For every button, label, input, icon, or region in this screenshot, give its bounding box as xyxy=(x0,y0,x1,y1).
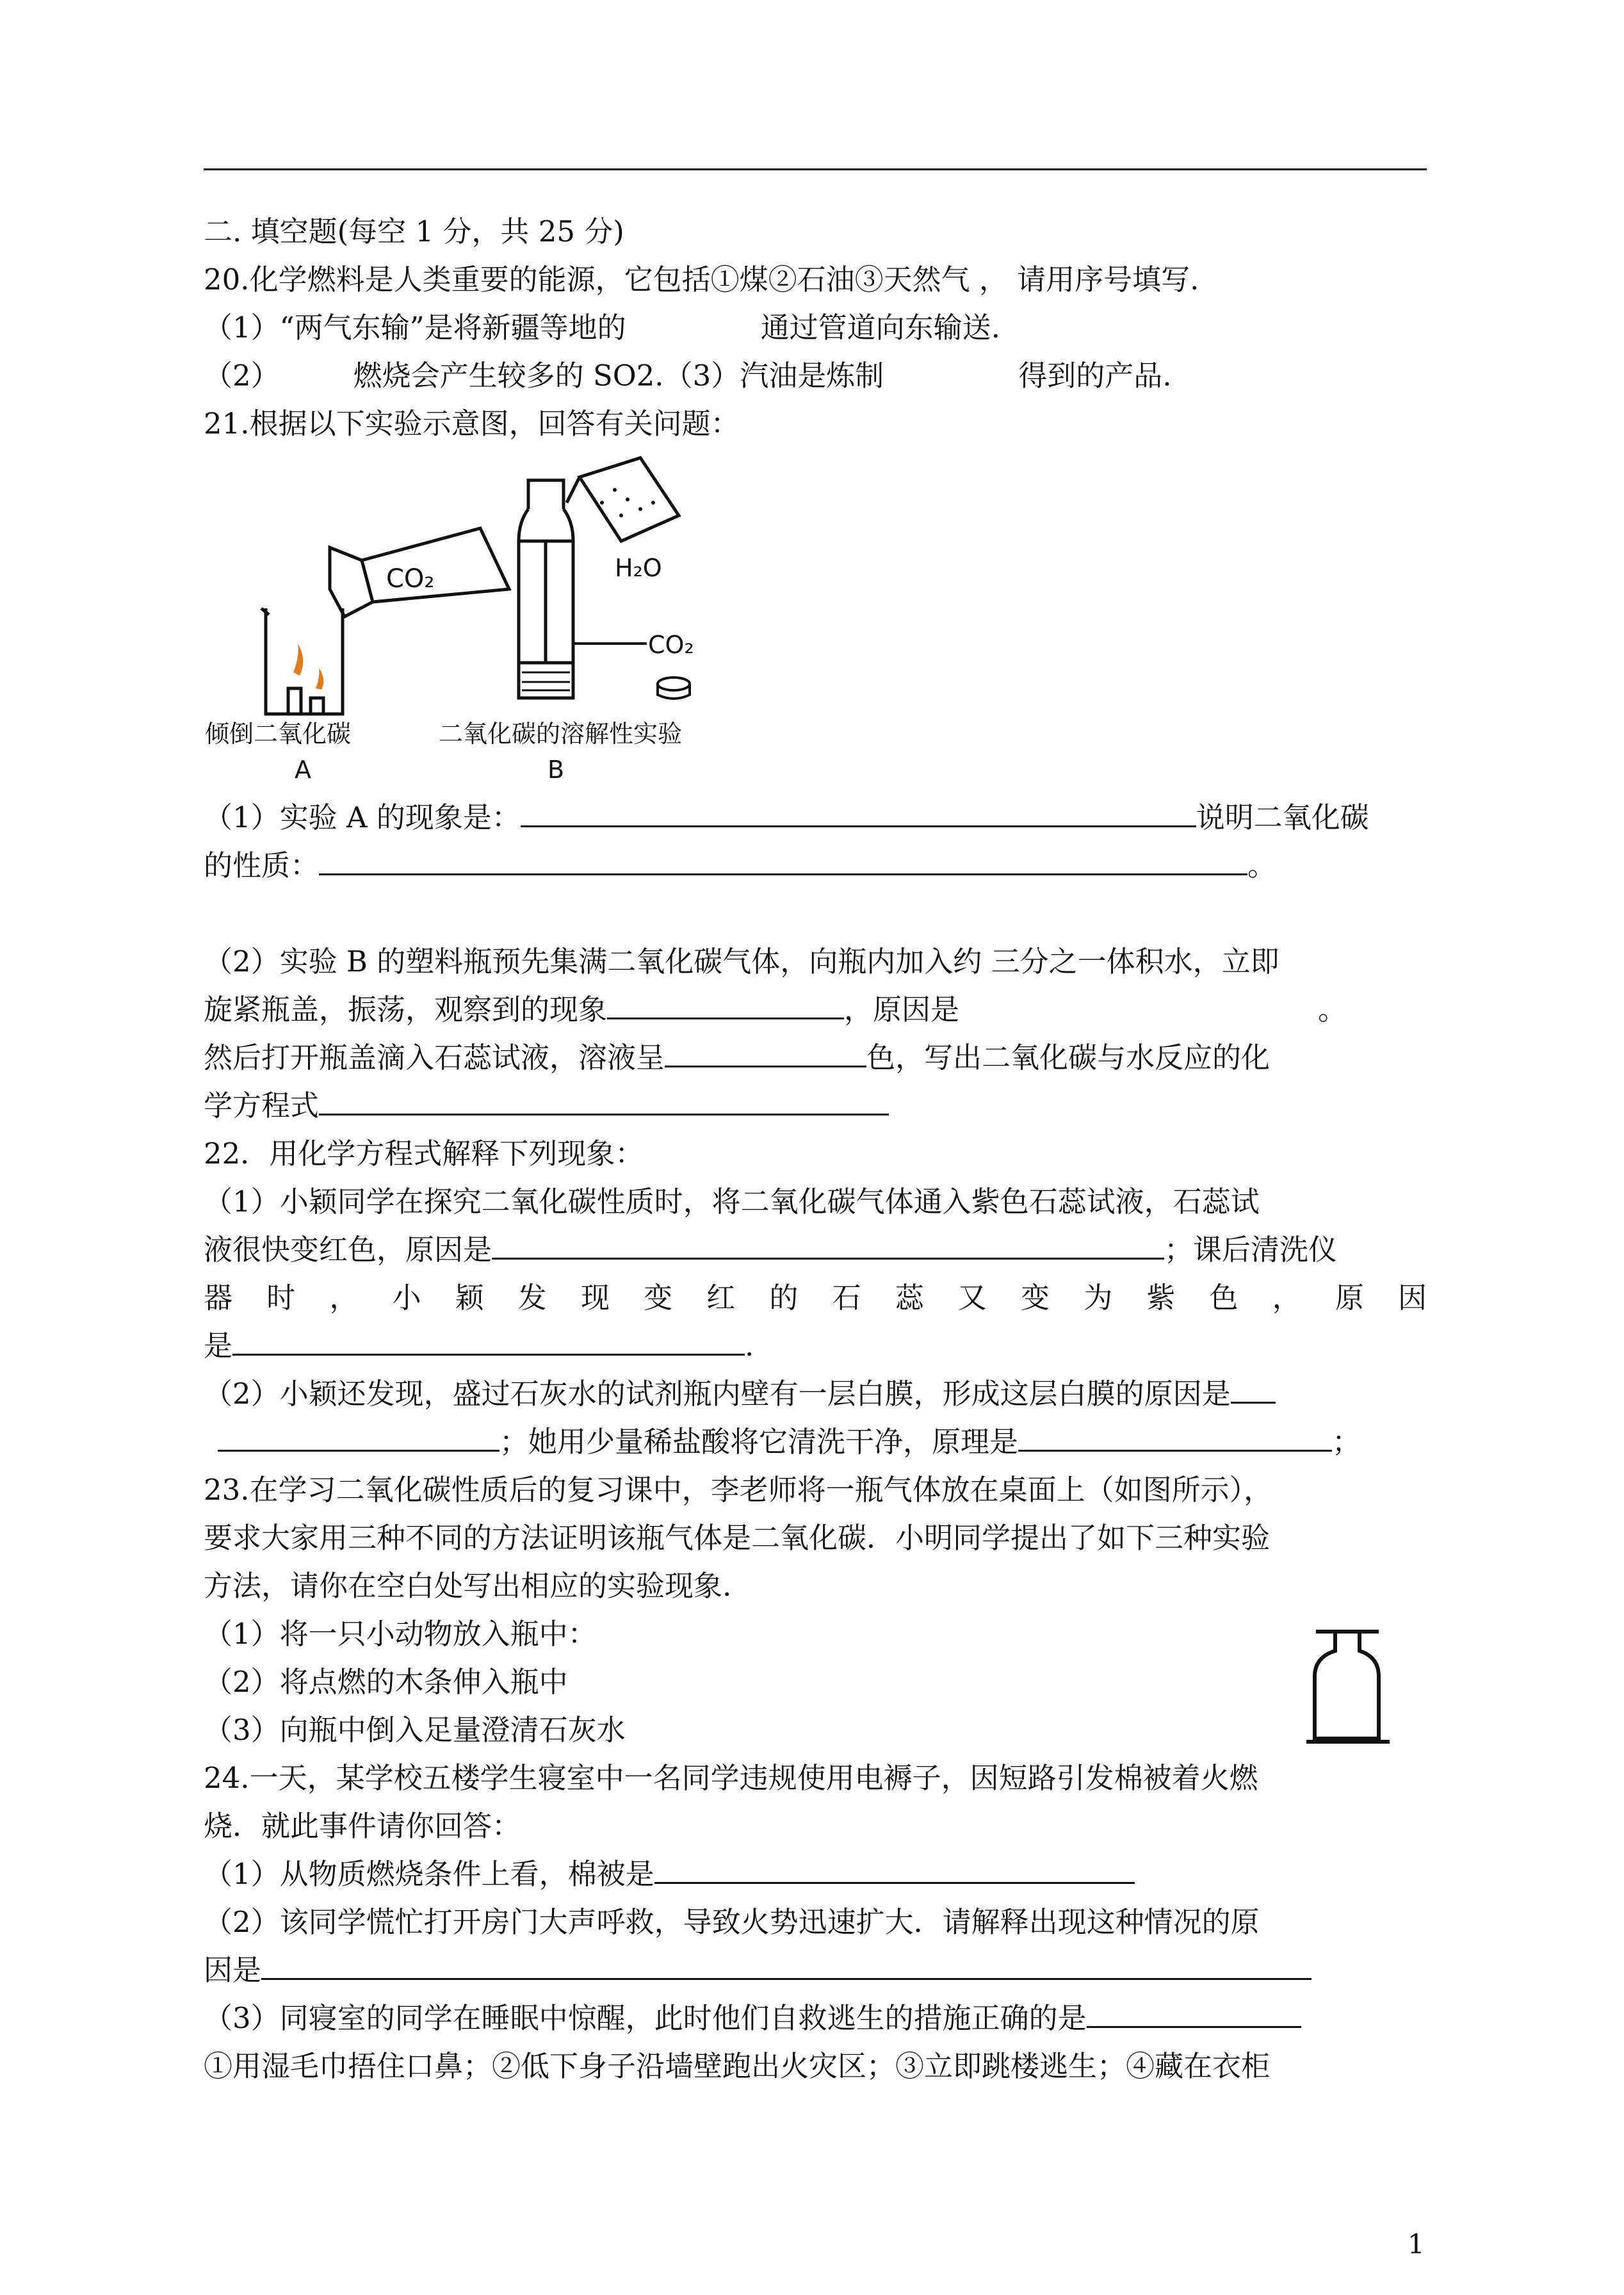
char: 蕊 xyxy=(895,1281,924,1315)
q21-sub2-line1: （2）实验 B 的塑料瓶预先集满二氧化碳气体，向瓶内加入约 三分之一体积水，立即 xyxy=(204,945,1279,978)
q20-part1 xyxy=(204,307,1427,348)
char: 颖 xyxy=(455,1281,484,1315)
q24-options: ①用湿毛巾捂住口鼻；②低下身子沿墙壁跑出火灾区；③立即跳楼逃生；④藏在衣柜 xyxy=(204,2049,1271,2083)
experiment-figure xyxy=(205,451,781,752)
page-number: 1 xyxy=(1408,2228,1425,2260)
water-beaker-icon xyxy=(567,458,679,541)
char: ， xyxy=(329,1281,359,1315)
period: 。 xyxy=(1247,848,1277,882)
q20-part2-text-b: 燃烧会产生较多的 SO2.（3）汽油是炼制 xyxy=(353,359,884,393)
q20-part1-text-b: 通过管道向东输送. xyxy=(760,311,1000,345)
q22-sub2-line1 xyxy=(204,1374,1427,1415)
section-title: 二. 填空题(每空 1 分，共 25 分) xyxy=(204,215,624,248)
bottle-cap-icon xyxy=(658,677,690,690)
figure-a-caption: 倾倒二氧化碳 xyxy=(205,720,352,748)
q22-sub1-line1: （1）小颖同学在探究二氧化碳性质时，将二氧化碳气体通入紫色石蕊试液，石蕊试 xyxy=(204,1185,1260,1219)
q21-sub1-line2 xyxy=(204,845,1427,886)
figure-b-caption: 二氧化碳的溶解性实验 xyxy=(439,720,683,748)
q21-sub2-reason-label: ，原因是 xyxy=(844,993,960,1026)
candle-flame-icon xyxy=(316,668,323,690)
figure-b-gas-label: CO₂ xyxy=(648,631,694,659)
q20-part2-text-c: 得到的产品. xyxy=(1018,359,1172,393)
q21-sub1-suffix: 说明二氧化碳 xyxy=(1196,800,1369,834)
char: 石 xyxy=(832,1281,861,1315)
char: 又 xyxy=(957,1281,987,1315)
char: 紫 xyxy=(1146,1281,1176,1315)
q21-sub2-equation-prompt: 色，写出二氧化碳与水反应的化 xyxy=(866,1041,1271,1075)
answer-blank[interactable] xyxy=(1018,1422,1332,1452)
q22-reason-label: 液很快变红色，原因是 xyxy=(204,1233,492,1267)
answer-blank[interactable] xyxy=(607,989,844,1019)
candle-flame-icon xyxy=(293,644,303,676)
q20-part1-text-a: （1）“两气东输”是将新疆等地的 xyxy=(204,311,626,345)
q24-sub3 xyxy=(204,1998,1427,2039)
q21-stem: 21.根据以下实验示意图，回答有关问题： xyxy=(204,407,740,441)
char: 原 xyxy=(1335,1281,1364,1315)
figure-b-water-label: H₂O xyxy=(615,554,662,582)
char: 为 xyxy=(1084,1281,1113,1315)
char: 色 xyxy=(1209,1281,1238,1315)
q21-sub1-line1 xyxy=(204,797,1427,838)
q21-sub2-color-label: 然后打开瓶盖滴入石蕊试液，溶液呈 xyxy=(204,1041,665,1075)
char: 器 xyxy=(204,1281,233,1315)
answer-blank[interactable] xyxy=(1087,1998,1301,2028)
semicolon: ； xyxy=(1332,1425,1361,1459)
q20-part2-text-a: （2） xyxy=(204,359,280,393)
char: 时 xyxy=(266,1281,296,1315)
char: ， xyxy=(1272,1281,1301,1315)
figure-a-gas-label: CO₂ xyxy=(386,564,435,594)
q24-sub2-line1: （2）该同学慌忙打开房门大声呼救，导致火势迅速扩大．请解释出现这种情况的原 xyxy=(204,1905,1260,1939)
char: 红 xyxy=(706,1281,736,1315)
figure-a-letter: A xyxy=(295,756,311,784)
q22-sub1-line2 xyxy=(204,1229,1427,1270)
q22-stem: 22．用化学方程式解释下列现象： xyxy=(204,1137,644,1171)
q22-sub2-line2 xyxy=(204,1422,1427,1463)
q21-sub2-phenomenon-label: 旋紧瓶盖，振荡，观察到的现象 xyxy=(204,993,608,1026)
char: 的 xyxy=(769,1281,799,1315)
q21-sub2-equation-label: 学方程式 xyxy=(204,1089,320,1123)
q23-line3: 方法，请你在空白处写出相应的实验现象. xyxy=(204,1569,732,1603)
q21-sub2-line4 xyxy=(204,1085,1427,1126)
q22-sub1-line4 xyxy=(204,1326,1427,1366)
q24-sub1-text: （1）从物质燃烧条件上看，棉被是 xyxy=(204,1857,654,1891)
answer-blank[interactable] xyxy=(665,1037,866,1067)
q24-line1: 24.一天，某学校五楼学生寝室中一名同学违规使用电褥子，因短路引发棉被着火燃 xyxy=(204,1761,1258,1795)
q22-sub2-principle-label: ；她用少量稀盐酸将它清洗干净，原理是 xyxy=(499,1425,1019,1459)
q20-part2 xyxy=(204,355,1427,396)
q22-sub2-text: （2）小颖还发现，盛过石灰水的试剂瓶内壁有一层白膜，形成这层白膜的原因是 xyxy=(204,1377,1231,1411)
char: 变 xyxy=(644,1281,673,1315)
char: 小 xyxy=(392,1281,421,1315)
q23-method2: （2）将点燃的木条伸入瓶中 xyxy=(204,1665,568,1699)
q23-method1: （1）将一只小动物放入瓶中： xyxy=(204,1617,597,1651)
gas-jar-icon xyxy=(1303,1626,1393,1755)
answer-blank[interactable] xyxy=(261,1950,1311,1980)
q24-sub3-text: （3）同寝室的同学在睡眠中惊醒，此时他们自救逃生的措施正确的是 xyxy=(204,2001,1087,2035)
plastic-bottle-icon xyxy=(519,480,573,698)
q22-sub1-line3 xyxy=(204,1277,1427,1318)
q20-stem: 20.化学燃料是人类重要的能源，它包括①煤②石油③天然气 ， 请用序号填写. xyxy=(204,263,1199,296)
char: 因 xyxy=(1397,1281,1427,1315)
answer-blank[interactable] xyxy=(232,1326,745,1356)
q21-sub1-property-label: 的性质： xyxy=(204,848,320,882)
char: 变 xyxy=(1021,1281,1050,1315)
answer-blank[interactable] xyxy=(654,1854,1135,1884)
q21-sub2-line2 xyxy=(204,989,1427,1030)
q23-line1: 23.在学习二氧化碳性质后的复习课中，李老师将一瓶气体放在桌面上（如图所示）， xyxy=(204,1473,1273,1507)
q24-sub2-reason-label: 因是 xyxy=(204,1953,262,1987)
q24-sub1 xyxy=(204,1854,1427,1895)
header-rule xyxy=(204,168,1427,170)
answer-blank[interactable] xyxy=(1231,1374,1276,1404)
q22-sub1-is: 是 xyxy=(204,1329,233,1363)
char: 现 xyxy=(580,1281,610,1315)
q23-method3: （3）向瓶中倒入足量澄清石灰水 xyxy=(204,1713,626,1747)
q22-sub1-continued: ；课后清洗仪 xyxy=(1164,1233,1338,1267)
q21-sub1-prefix: （1）实验 A 的现象是： xyxy=(204,800,521,834)
q23-line2: 要求大家用三种不同的方法证明该瓶气体是二氧化碳．小明同学提出了如下三种实验 xyxy=(204,1521,1271,1555)
answer-blank[interactable] xyxy=(521,797,1196,827)
period: 。 xyxy=(1318,993,1347,1026)
q21-sub2-line3 xyxy=(204,1037,1427,1078)
q24-sub2-line2 xyxy=(204,1950,1427,1991)
char: 发 xyxy=(517,1281,547,1315)
figure-b-letter: B xyxy=(548,756,565,784)
period: . xyxy=(745,1329,754,1363)
answer-blank[interactable] xyxy=(218,1422,499,1452)
answer-blank[interactable] xyxy=(492,1229,1164,1260)
q24-line2: 烧．就此事件请你回答： xyxy=(204,1809,521,1843)
answer-blank[interactable] xyxy=(319,1085,889,1115)
answer-blank[interactable] xyxy=(319,845,1247,875)
